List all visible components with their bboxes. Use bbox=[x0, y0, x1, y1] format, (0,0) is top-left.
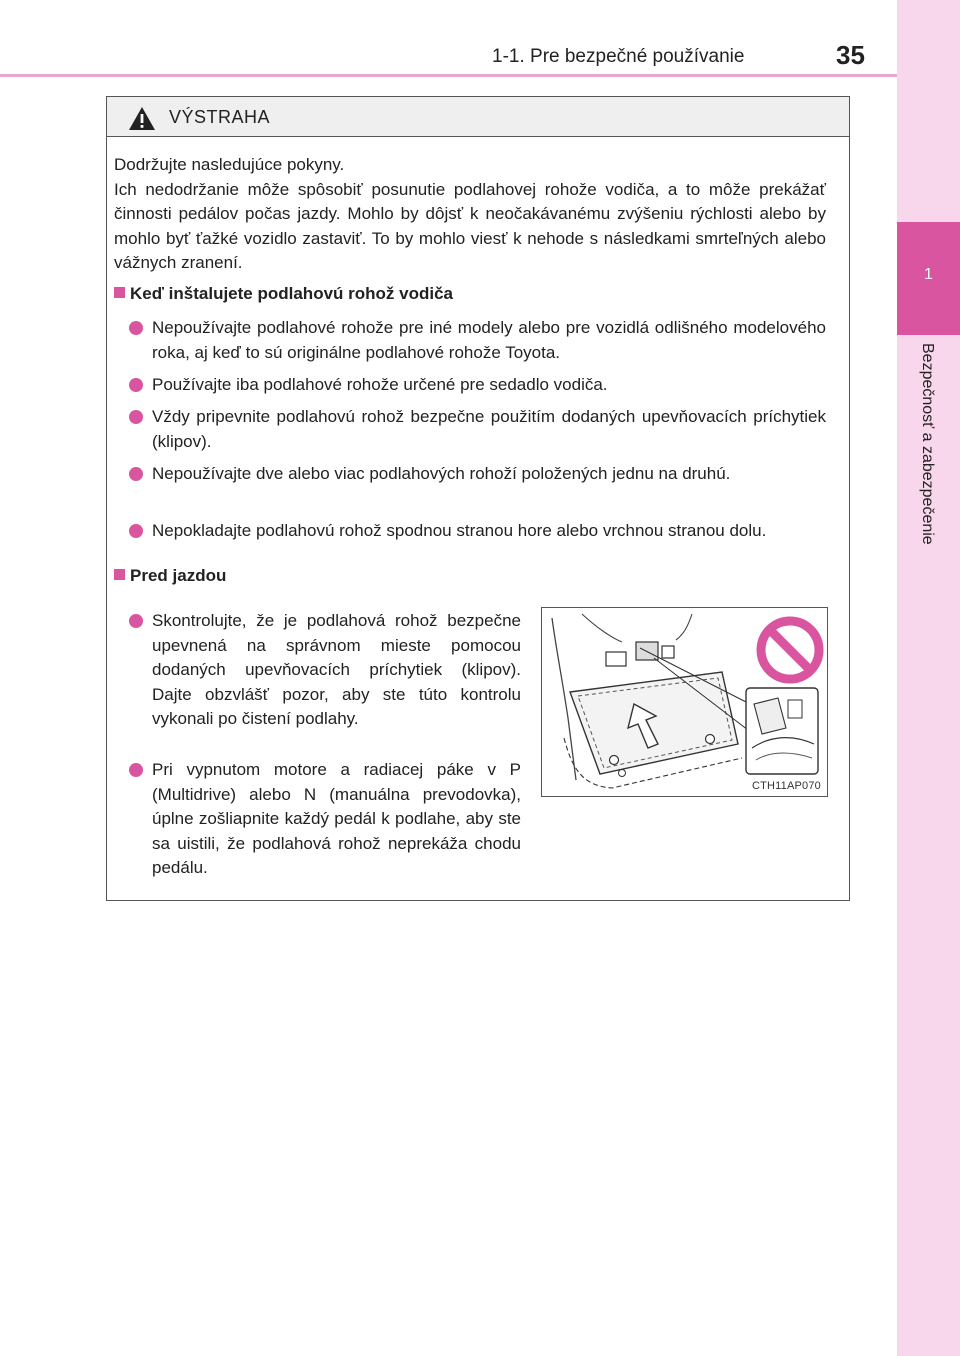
page-number: 35 bbox=[836, 40, 865, 70]
bullet-text: Nepoužívajte podlahové rohože pre iné modely alebo pre vozidlá odlišného modelového roka, aj keď to sú originálne podlahové rohože Toyota. bbox=[152, 318, 826, 362]
section-heading-install bbox=[114, 284, 453, 304]
bullet-item bbox=[129, 462, 826, 487]
section-square-icon bbox=[114, 569, 125, 580]
bullet-text: Skontrolujte, že je podlahová rohož bezpečne upevnená na správnom mieste pomocou dodaných upevňovacích príchytiek (klipov). Dajte obzvlášť pozor, aby ste túto kontrolu vykonali po čistení podlahy. bbox=[152, 611, 521, 729]
bullet-text: Používajte iba podlahové rohože určené pre sedadlo vodiča. bbox=[152, 375, 608, 394]
bullet-dot-icon bbox=[129, 467, 143, 481]
bullet-item bbox=[129, 519, 826, 544]
bullet-item bbox=[129, 758, 521, 881]
warning-triangle-icon bbox=[128, 106, 156, 131]
header-section-title: 1-1. Pre bezpečné používanie bbox=[492, 46, 745, 67]
chapter-number: 1 bbox=[924, 266, 933, 283]
bullet-item bbox=[129, 405, 826, 454]
bullet-item bbox=[129, 609, 521, 732]
bullet-dot-icon bbox=[129, 763, 143, 777]
figure-code: CTH11AP070 bbox=[751, 780, 821, 792]
bullet-text: Pri vypnutom motore a radiacej páke v P (Multidrive) alebo N (manuálna prevodovka), úplne zošliapnite každý pedál k podlahe, aby ste sa uistili, že podlahová rohož neprekáža chodu pedálu. bbox=[152, 760, 521, 878]
warning-header bbox=[107, 97, 849, 137]
warning-content bbox=[107, 137, 849, 900]
bullet-dot-icon bbox=[129, 321, 143, 335]
warning-intro bbox=[114, 153, 826, 276]
warning-intro-text: Dodržujte nasledujúce pokyny. Ich nedodržanie môže spôsobiť posunutie podlahovej rohože vodiča, a to môže prekážať činnosti pedálov počas jazdy. Mohlo by dôjsť k neočakávanému zvýšeniu rýchlosti alebo by mohlo byť ťažké vozidlo zastaviť. To by mohlo viesť k nehode s následkami smrteľných alebo vážnych zranení. bbox=[114, 155, 826, 273]
bullet-dot-icon bbox=[129, 614, 143, 628]
bullet-text: Vždy pripevnite podlahovú rohož bezpečne použitím dodaných upevňovacích príchytiek (klipov). bbox=[152, 407, 826, 451]
bullet-text: Nepokladajte podlahovú rohož spodnou stranou hore alebo vrchnou stranou dolu. bbox=[152, 521, 767, 540]
section-square-icon bbox=[114, 287, 125, 298]
bullet-text: Nepoužívajte dve alebo viac podlahových rohoží položených jednu na druhú. bbox=[152, 464, 731, 483]
section-heading-text: Keď inštalujete podlahovú rohož vodiča bbox=[130, 284, 453, 303]
floor-mat-drawing bbox=[542, 608, 826, 795]
bullet-dot-icon bbox=[129, 410, 143, 424]
section-heading-text: Pred jazdou bbox=[130, 566, 227, 585]
chapter-title: Bezpečnosť a zabezpečenie bbox=[919, 343, 936, 545]
section-heading-before-driving bbox=[114, 566, 226, 586]
bullet-item bbox=[129, 316, 826, 365]
header-rule bbox=[0, 74, 897, 77]
bullet-dot-icon bbox=[129, 524, 143, 538]
warning-title: VÝSTRAHA bbox=[169, 107, 271, 127]
warning-box bbox=[106, 96, 850, 901]
bullet-item bbox=[129, 373, 826, 398]
chapter-side-tab bbox=[897, 0, 960, 1356]
floor-mat-illustration bbox=[541, 607, 828, 797]
bullet-dot-icon bbox=[129, 378, 143, 392]
